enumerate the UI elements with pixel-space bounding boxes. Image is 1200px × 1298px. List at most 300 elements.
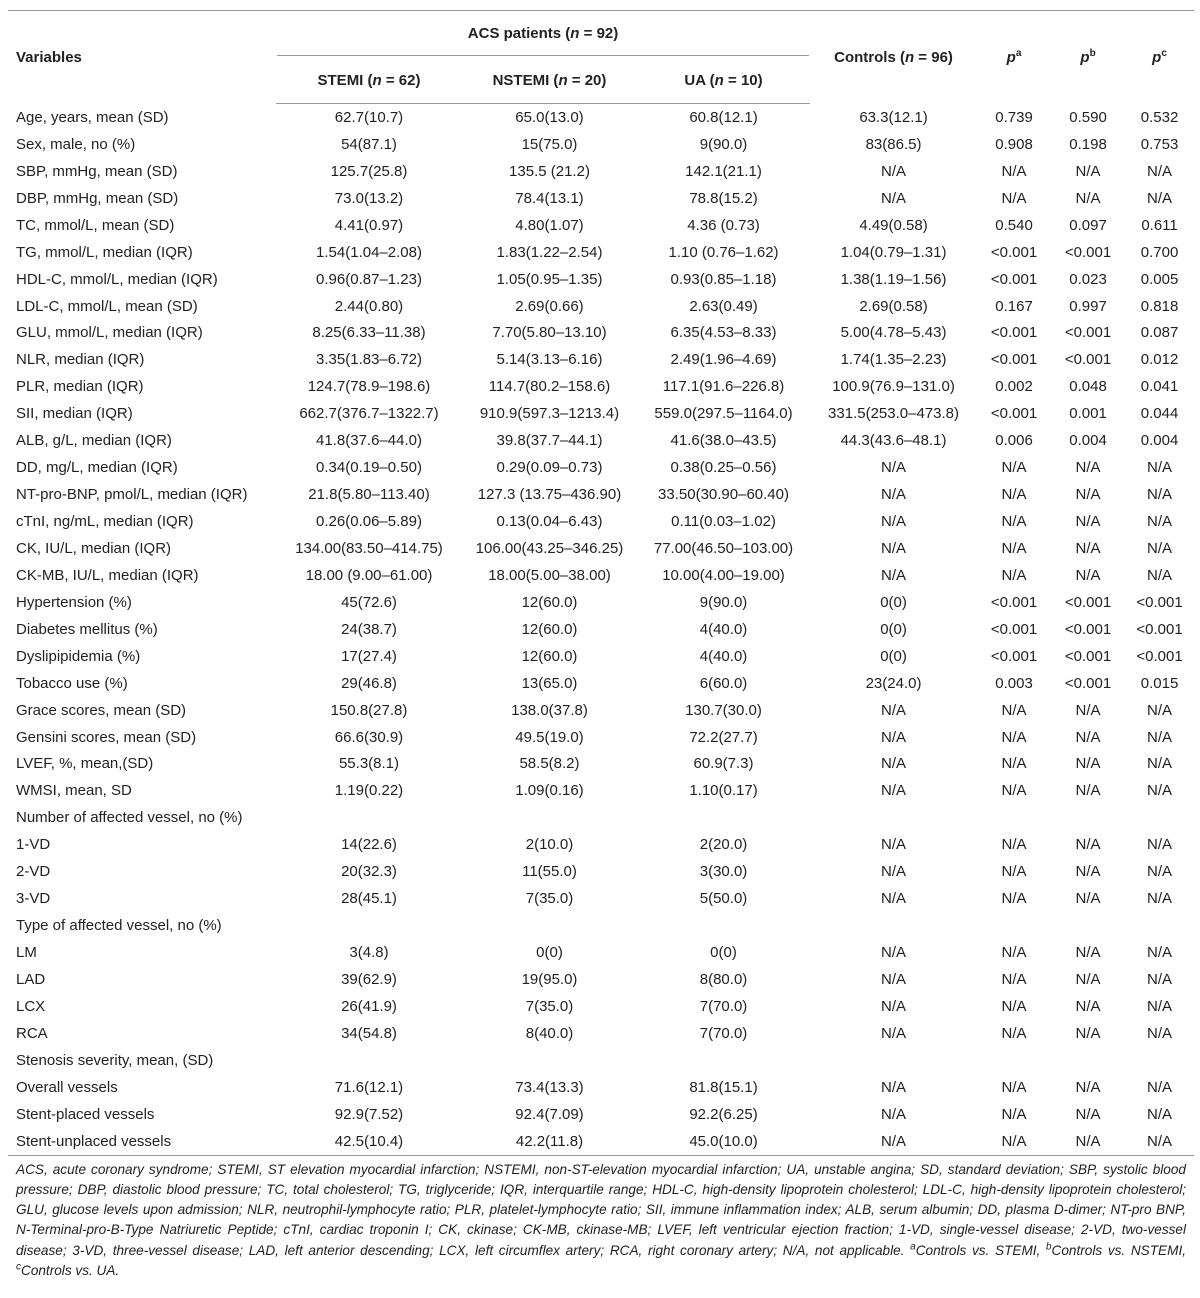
- cell-controls: N/A: [881, 782, 907, 800]
- cell-ua: [637, 912, 810, 939]
- cell-stemi: 26(41.9): [341, 997, 397, 1015]
- cell-pa: N/A: [1001, 539, 1027, 557]
- cell-controls: 0(0): [880, 647, 907, 665]
- cell-stemi: 54(87.1): [341, 135, 397, 153]
- cell-ua: 5(50.0): [699, 890, 748, 908]
- cell-pb: N/A: [1075, 782, 1101, 800]
- cell-nstemi: 12(60.0): [521, 593, 578, 611]
- characteristics-table: [8, 11, 1194, 1156]
- cell-stemi: 92.9(7.52): [334, 1105, 404, 1123]
- cell-pc: N/A: [1147, 863, 1173, 881]
- cell-nstemi: 2(10.0): [525, 836, 574, 854]
- cell-stemi: 3(4.8): [349, 944, 389, 962]
- cell-pc: N/A: [1147, 566, 1173, 584]
- table-row: [8, 885, 1194, 912]
- cell-ua: 0(0): [710, 944, 737, 962]
- cell-nstemi: 65.0(13.0): [515, 108, 584, 126]
- cell-pa: N/A: [1001, 755, 1027, 773]
- cell-pa: N/A: [1001, 970, 1027, 988]
- cell-controls: 2.69(0.58): [859, 297, 928, 315]
- cell-stemi: [276, 804, 462, 831]
- cell-nstemi: 7.70(5.80–13.10): [492, 324, 607, 342]
- table-row: [8, 966, 1194, 993]
- header-stemi: [276, 57, 462, 104]
- cell-pb: 0.048: [1069, 378, 1107, 396]
- cell-nstemi: 7(35.0): [525, 890, 574, 908]
- cell-ua: 6(60.0): [699, 674, 748, 692]
- cell-var: Number of affected vessel, no (%): [16, 809, 243, 827]
- cell-pc: [1125, 1047, 1194, 1074]
- cell-stemi: 39(62.9): [341, 970, 397, 988]
- cell-controls: 4.49(0.58): [859, 216, 928, 234]
- cell-nstemi: 15(75.0): [521, 135, 578, 153]
- cell-stemi: 24(38.7): [341, 620, 397, 638]
- cell-var: 1-VD: [16, 836, 51, 854]
- cell-controls: 44.3(43.6–48.1): [840, 432, 947, 450]
- table-row: [8, 239, 1194, 266]
- cell-nstemi: 0.13(0.04–6.43): [496, 513, 603, 531]
- cell-ua: 2.49(1.96–4.69): [670, 351, 777, 369]
- cell-var: Age, years, mean (SD): [16, 108, 169, 126]
- cell-pa: [977, 912, 1051, 939]
- cell-pa: 0.739: [995, 108, 1033, 126]
- cell-pa: N/A: [1001, 513, 1027, 531]
- table-row: [8, 508, 1194, 535]
- cell-nstemi: 12(60.0): [521, 647, 578, 665]
- cell-pc: N/A: [1147, 1105, 1173, 1123]
- table-row: [8, 616, 1194, 643]
- cell-controls: N/A: [881, 997, 907, 1015]
- cell-stemi: 55.3(8.1): [338, 755, 400, 773]
- cell-pc: <0.001: [1136, 620, 1183, 638]
- cell-pa: 0.006: [995, 432, 1033, 450]
- cell-stemi: 17(27.4): [341, 647, 397, 665]
- cell-stemi: 45(72.6): [341, 593, 397, 611]
- cell-controls: 0(0): [880, 620, 907, 638]
- cell-ua: 77.00(46.50–103.00): [653, 539, 794, 557]
- cell-pa: [977, 804, 1051, 831]
- cell-pc: 0.005: [1140, 270, 1179, 288]
- table-row: [8, 831, 1194, 858]
- cell-stemi: 0.34(0.19–0.50): [316, 459, 422, 477]
- cell-pa: N/A: [1001, 189, 1027, 207]
- cell-ua: [637, 804, 810, 831]
- cell-ua: 2.63(0.49): [689, 297, 758, 315]
- cell-pa: 0.002: [995, 378, 1033, 396]
- cell-stemi: 124.7(78.9–198.6): [307, 378, 431, 396]
- cell-pc: 0.532: [1140, 108, 1179, 126]
- cell-ua: 1.10(0.17): [689, 782, 758, 800]
- cell-pc: 0.041: [1140, 378, 1179, 396]
- cell-stemi: 8.25(6.33–11.38): [312, 324, 426, 342]
- cell-pb: N/A: [1075, 890, 1101, 908]
- cell-pc: <0.001: [1136, 593, 1183, 611]
- cell-pb: N/A: [1075, 189, 1101, 207]
- cell-nstemi: 135.5 (21.2): [509, 162, 590, 180]
- cell-stemi: 42.5(10.4): [276, 1128, 462, 1155]
- table-row: [8, 697, 1194, 724]
- cell-pa: N/A: [1001, 863, 1027, 881]
- footnote-text: ACS, acute coronary syndrome; STEMI, ST elevation myocardial infarction; NSTEMI, non-ST-elevation myocardial infarction; UA, unstable angina; SD, standard deviation; SBP, systolic blood pressure; DBP, diastolic blood pressure; TC, total cholesterol; TG, triglyceride; IQR, interquartile range; HDL-C, high-density lipoprotein cholesterol; LDL-C, high-density lipoprotein cholesterol; GLU, glucose levels upon admission; NLR, neutrophil-lymphocyte ratio; PLR, platelet-lymphocyte ratio; SII, immune inflammation index; ALB, serum albumin; DD, plasma D-dimer; NT-pro BNP, N-Terminal-pro-B-Type Natriuretic Peptide; cTnI, cardiac troponin I; CK, ckinase; CK-MB, ckinase-MB; LVEF, left ventricular ejection fraction; 1-VD, single-vessel disease; 2-VD, two-vessel disease; 3-VD, three-vessel disease; LAD, left anterior descending; LCX, left circumflex artery; RCA, right coronary artery; N/A, not applicable.: [16, 1161, 1186, 1258]
- cell-var: DD, mg/L, median (IQR): [16, 459, 178, 477]
- table-row: [8, 185, 1194, 212]
- cell-pb: N/A: [1075, 566, 1101, 584]
- cell-nstemi: 138.0(37.8): [511, 701, 588, 719]
- cell-controls: N/A: [881, 728, 907, 746]
- header-acs-label: ACS patients (n = 92): [277, 12, 809, 56]
- header-nstemi: [462, 57, 637, 104]
- cell-pa: N/A: [1001, 836, 1027, 854]
- cell-ua: 60.8(12.1): [689, 108, 758, 126]
- header-ua-label: UA (n = 10): [684, 71, 763, 89]
- table-row: [8, 751, 1194, 778]
- cell-pc: N/A: [1147, 890, 1173, 908]
- cell-pc: N/A: [1147, 970, 1173, 988]
- table-row: [8, 1020, 1194, 1047]
- cell-ua: 3(30.0): [699, 863, 748, 881]
- cell-ua: 81.8(15.1): [689, 1078, 758, 1096]
- cell-var: RCA: [16, 1024, 48, 1042]
- cell-controls: 5.00(4.78–5.43): [840, 324, 947, 342]
- cell-nstemi: 92.4(7.09): [515, 1105, 584, 1123]
- cell-nstemi: 0(0): [536, 944, 563, 962]
- cell-ua: 6.35(4.53–8.33): [670, 324, 777, 342]
- cell-nstemi: 58.5(8.2): [519, 755, 580, 773]
- cell-pa: <0.001: [990, 405, 1038, 423]
- cell-pa: N/A: [1001, 1078, 1027, 1096]
- cell-nstemi: 114.7(80.2–158.6): [488, 378, 611, 396]
- cell-pa: <0.001: [990, 620, 1038, 638]
- cell-pc: N/A: [1147, 755, 1173, 773]
- table-row: [8, 1047, 1194, 1074]
- cell-pa: 0.908: [995, 135, 1033, 153]
- cell-controls: N/A: [881, 459, 907, 477]
- cell-var: Stent-unplaced vessels: [8, 1128, 276, 1155]
- cell-nstemi: 78.4(13.1): [515, 189, 584, 207]
- header-ua: [637, 57, 810, 104]
- cell-nstemi: [462, 912, 637, 939]
- cell-controls: N/A: [881, 486, 907, 504]
- cell-controls: N/A: [881, 162, 907, 180]
- cell-pb: N/A: [1075, 459, 1101, 477]
- header-p-b: [1051, 11, 1125, 104]
- footnote-note-a: Controls vs. STEMI,: [915, 1242, 1046, 1258]
- cell-pb: 0.590: [1069, 108, 1107, 126]
- table-row: [8, 993, 1194, 1020]
- cell-pc: N/A: [1147, 486, 1173, 504]
- cell-nstemi: 12(60.0): [521, 620, 578, 638]
- cell-stemi: 34(54.8): [341, 1024, 397, 1042]
- cell-pc: N/A: [1147, 459, 1173, 477]
- cell-pa: N/A: [1001, 890, 1027, 908]
- cell-controls: 331.5(253.0–473.8): [828, 405, 959, 423]
- cell-ua: 45.0(10.0): [637, 1128, 810, 1155]
- cell-pc: N/A: [1147, 1024, 1173, 1042]
- cell-pb: 0.023: [1069, 270, 1107, 288]
- cell-ua: [637, 1047, 810, 1074]
- cell-pb: N/A: [1075, 1078, 1101, 1096]
- cell-stemi: 0.96(0.87–1.23): [316, 270, 422, 288]
- table-row: [8, 1128, 1194, 1155]
- cell-ua: 130.7(30.0): [685, 701, 762, 719]
- cell-pc: N/A: [1147, 944, 1173, 962]
- cell-pa: N/A: [977, 1128, 1051, 1155]
- table-row: [8, 212, 1194, 239]
- footnote-note-b: Controls vs. NSTEMI,: [1051, 1242, 1186, 1258]
- cell-pb: N/A: [1075, 863, 1101, 881]
- cell-pb: N/A: [1075, 486, 1101, 504]
- cell-controls: N/A: [881, 944, 907, 962]
- cell-ua: 10.00(4.00–19.00): [662, 566, 785, 584]
- cell-var: LAD: [16, 970, 46, 988]
- cell-pb: <0.001: [1064, 647, 1112, 665]
- cell-pc: N/A: [1147, 1078, 1173, 1096]
- cell-nstemi: 1.05(0.95–1.35): [496, 270, 603, 288]
- cell-pc: <0.001: [1136, 647, 1183, 665]
- cell-var: Stenosis severity, mean, (SD): [16, 1051, 214, 1069]
- table-row: [8, 804, 1194, 831]
- cell-nstemi: 73.4(13.3): [515, 1078, 584, 1096]
- cell-var: ALB, g/L, median (IQR): [16, 432, 172, 450]
- table-row: [8, 104, 1194, 131]
- cell-controls: 1.38(1.19–1.56): [840, 270, 947, 288]
- cell-controls: N/A: [881, 566, 907, 584]
- cell-pb: N/A: [1075, 513, 1101, 531]
- cell-controls: N/A: [881, 1024, 907, 1042]
- cell-pa: 0.540: [995, 216, 1033, 234]
- cell-var: TC, mmol/L, mean (SD): [16, 216, 175, 234]
- cell-stemi: 14(22.6): [341, 836, 397, 854]
- cell-pb: [1051, 1047, 1125, 1074]
- cell-nstemi: 106.00(43.25–346.25): [475, 539, 624, 557]
- cell-var: 2-VD: [16, 863, 51, 881]
- header-controls-label: Controls (n = 96): [834, 48, 953, 66]
- cell-controls: 1.04(0.79–1.31): [840, 243, 947, 261]
- cell-nstemi: 11(55.0): [522, 863, 577, 881]
- cell-nstemi: 49.5(19.0): [515, 728, 584, 746]
- cell-ua: 0.93(0.85–1.18): [670, 270, 777, 288]
- table-row: [8, 724, 1194, 751]
- cell-pa: N/A: [1001, 997, 1027, 1015]
- cell-nstemi: 19(95.0): [521, 970, 578, 988]
- cell-var: 3-VD: [16, 890, 51, 908]
- cell-var: NT-pro-BNP, pmol/L, median (IQR): [16, 486, 248, 504]
- cell-stemi: 4.41(0.97): [334, 216, 404, 234]
- cell-pc: 0.004: [1140, 432, 1179, 450]
- table-row: [8, 562, 1194, 589]
- cell-stemi: 125.7(25.8): [330, 162, 408, 180]
- footnote-note-c: Controls vs. UA.: [21, 1263, 120, 1279]
- cell-pc: N/A: [1125, 1128, 1194, 1155]
- footnote-sup-a: a: [910, 1241, 916, 1253]
- cell-ua: 559.0(297.5–1164.0): [654, 405, 793, 423]
- cell-var: CK-MB, IU/L, median (IQR): [16, 566, 199, 584]
- cell-pc: N/A: [1147, 997, 1173, 1015]
- cell-pa: N/A: [1001, 1024, 1027, 1042]
- cell-controls: N/A: [881, 539, 907, 557]
- header-p-a-label: p: [1006, 48, 1016, 66]
- cell-controls: N/A: [881, 890, 907, 908]
- cell-pc: N/A: [1147, 189, 1173, 207]
- cell-stemi: 3.35(1.83–6.72): [316, 351, 422, 369]
- cell-controls: N/A: [881, 970, 907, 988]
- cell-pa: <0.001: [990, 647, 1038, 665]
- cell-pc: N/A: [1147, 513, 1173, 531]
- header-acs-patients: [276, 11, 810, 57]
- cell-var: LDL-C, mmol/L, mean (SD): [16, 297, 198, 315]
- table-row: [8, 454, 1194, 481]
- cell-stemi: [276, 1047, 462, 1074]
- cell-pc: 0.700: [1140, 243, 1179, 261]
- cell-pb: N/A: [1075, 755, 1101, 773]
- cell-controls: [810, 912, 977, 939]
- cell-controls: 100.9(76.9–131.0): [832, 378, 955, 396]
- cell-controls: N/A: [881, 701, 907, 719]
- cell-ua: 117.1(91.6–226.8): [662, 378, 785, 396]
- cell-pa: N/A: [1001, 566, 1027, 584]
- header-nstemi-label: NSTEMI (n = 20): [492, 71, 607, 89]
- cell-pb: <0.001: [1064, 243, 1112, 261]
- cell-nstemi: 910.9(597.3–1213.4): [479, 405, 620, 423]
- cell-stemi: 1.54(1.04–2.08): [316, 243, 422, 261]
- cell-pb: <0.001: [1064, 351, 1112, 369]
- cell-var: Overall vessels: [16, 1078, 118, 1096]
- cell-ua: 0.11(0.03–1.02): [671, 513, 776, 531]
- cell-ua: 7(70.0): [699, 997, 748, 1015]
- cell-pb: 0.004: [1069, 432, 1107, 450]
- cell-nstemi: 18.00(5.00–38.00): [488, 566, 611, 584]
- cell-controls: N/A: [881, 863, 907, 881]
- cell-var: cTnI, ng/mL, median (IQR): [16, 513, 194, 531]
- cell-pb: <0.001: [1064, 593, 1112, 611]
- header-variables: Variables: [16, 48, 82, 66]
- cell-pb: [1051, 912, 1125, 939]
- header-p-b-sup: b: [1089, 47, 1096, 59]
- cell-controls: 1.74(1.35–2.23): [840, 351, 947, 369]
- cell-stemi: [276, 912, 462, 939]
- table-row: [8, 158, 1194, 185]
- table-row: [8, 643, 1194, 670]
- cell-ua: 8(80.0): [699, 970, 748, 988]
- cell-ua: 0.38(0.25–0.56): [670, 459, 777, 477]
- cell-nstemi: [462, 804, 637, 831]
- cell-nstemi: 1.83(1.22–2.54): [496, 243, 603, 261]
- cell-ua: 92.2(6.25): [689, 1105, 758, 1123]
- header-p-c-sup: c: [1161, 47, 1167, 59]
- table-row: [8, 670, 1194, 697]
- cell-var: LCX: [16, 997, 46, 1015]
- cell-nstemi: 127.3 (13.75–436.90): [477, 486, 622, 504]
- header-controls: [810, 11, 977, 104]
- cell-stemi: 2.44(0.80): [334, 297, 404, 315]
- cell-pb: N/A: [1051, 1128, 1125, 1155]
- cell-pa: <0.001: [990, 351, 1038, 369]
- cell-pa: <0.001: [990, 324, 1038, 342]
- cell-var: DBP, mmHg, mean (SD): [16, 189, 179, 207]
- cell-stemi: 73.0(13.2): [334, 189, 404, 207]
- cell-pc: 0.753: [1140, 135, 1179, 153]
- table-row: [8, 373, 1194, 400]
- cell-controls: 23(24.0): [865, 674, 922, 692]
- header-stemi-label: STEMI (n = 62): [317, 71, 421, 89]
- cell-var: HDL-C, mmol/L, median (IQR): [16, 270, 218, 288]
- cell-controls: [810, 804, 977, 831]
- cell-pa: N/A: [1001, 162, 1027, 180]
- cell-pc: N/A: [1147, 162, 1173, 180]
- cell-pb: <0.001: [1064, 620, 1112, 638]
- table-row: [8, 589, 1194, 616]
- footnote-sup-c: c: [16, 1261, 21, 1273]
- cell-pc: N/A: [1147, 782, 1173, 800]
- cell-pa: N/A: [1001, 486, 1027, 504]
- cell-var: Grace scores, mean (SD): [16, 701, 187, 719]
- cell-stemi: 21.8(5.80–113.40): [308, 486, 430, 504]
- table-header: [8, 11, 1194, 104]
- cell-ua: 78.8(15.2): [689, 189, 758, 207]
- header-p-b-label: p: [1080, 48, 1090, 66]
- cell-ua: 2(20.0): [699, 836, 748, 854]
- cell-pa: N/A: [1001, 944, 1027, 962]
- cell-stemi: 18.00 (9.00–61.00): [305, 566, 433, 584]
- cell-pa: N/A: [1001, 1105, 1027, 1123]
- cell-ua: 7(70.0): [699, 1024, 748, 1042]
- cell-var: CK, IU/L, median (IQR): [16, 539, 172, 557]
- cell-pb: N/A: [1075, 728, 1101, 746]
- cell-var: Hypertension (%): [16, 593, 132, 611]
- cell-var: Stent-placed vessels: [16, 1105, 155, 1123]
- cell-var: TG, mmol/L, median (IQR): [16, 243, 193, 261]
- cell-controls: [810, 1047, 977, 1074]
- cell-ua: 142.1(21.1): [685, 162, 762, 180]
- cell-stemi: 66.6(30.9): [334, 728, 404, 746]
- table-row: [8, 1074, 1194, 1101]
- cell-var: LM: [16, 944, 37, 962]
- table-row: [8, 346, 1194, 373]
- cell-controls: N/A: [881, 189, 907, 207]
- table-row: [8, 293, 1194, 320]
- cell-pb: N/A: [1075, 1024, 1101, 1042]
- cell-var: Tobacco use (%): [16, 674, 128, 692]
- cell-stemi: 0.26(0.06–5.89): [316, 513, 422, 531]
- cell-var: PLR, median (IQR): [16, 378, 144, 396]
- table-row: [8, 535, 1194, 562]
- cell-pa: 0.003: [995, 674, 1033, 692]
- cell-controls: 83(86.5): [865, 135, 922, 153]
- header-p-a: [977, 11, 1051, 104]
- header-p-c-label: p: [1152, 48, 1162, 66]
- header-p-a-sup: a: [1015, 47, 1022, 59]
- cell-pc: 0.012: [1140, 351, 1179, 369]
- cell-nstemi: 1.09(0.16): [515, 782, 584, 800]
- cell-pb: N/A: [1075, 970, 1101, 988]
- cell-controls: N/A: [881, 755, 907, 773]
- table-row: [8, 939, 1194, 966]
- cell-nstemi: 2.69(0.66): [515, 297, 584, 315]
- cell-ua: 4.36 (0.73): [687, 216, 760, 234]
- cell-controls: N/A: [881, 1078, 907, 1096]
- table-row: [8, 481, 1194, 508]
- cell-var: LVEF, %, mean,(SD): [16, 755, 154, 773]
- cell-controls: N/A: [881, 1105, 907, 1123]
- cell-var: SBP, mmHg, mean (SD): [16, 162, 178, 180]
- cell-nstemi: 8(40.0): [525, 1024, 574, 1042]
- cell-nstemi: [462, 1047, 637, 1074]
- cell-var: Dyslipipidemia (%): [16, 647, 141, 665]
- cell-pb: N/A: [1075, 162, 1101, 180]
- cell-nstemi: 4.80(1.07): [515, 216, 584, 234]
- cell-stemi: 1.19(0.22): [334, 782, 404, 800]
- cell-nstemi: 0.29(0.09–0.73): [496, 459, 603, 477]
